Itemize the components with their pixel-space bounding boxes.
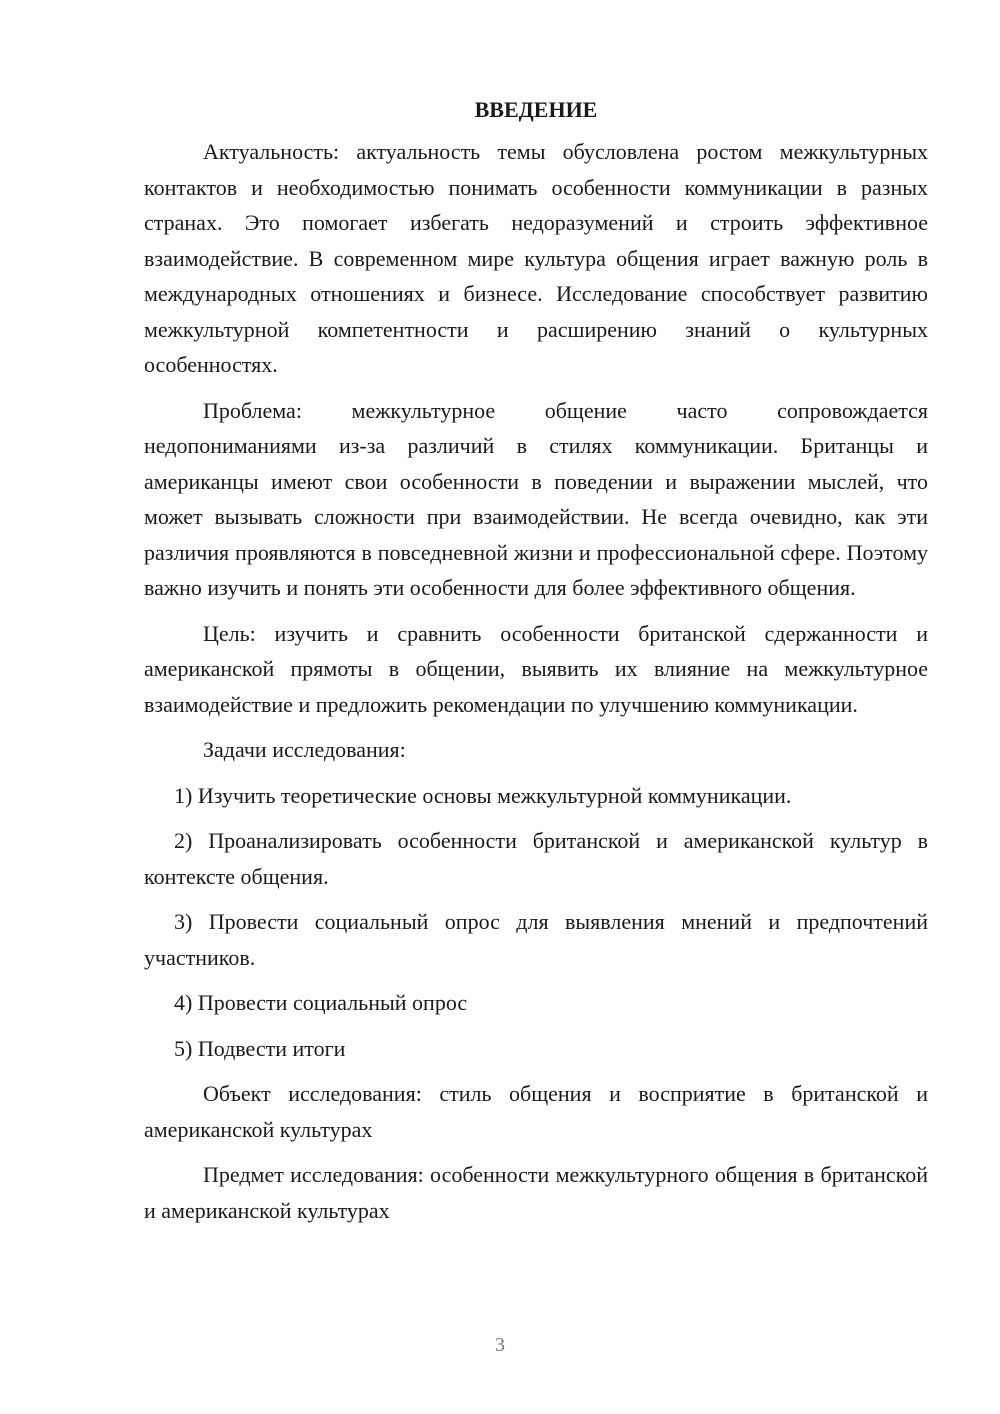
page-title: ВВЕДЕНИЕ: [474, 97, 598, 122]
task-item: 1) Изучить теоретические основы межкультурной коммуникации.: [174, 782, 792, 808]
page-number: 3: [495, 1334, 505, 1356]
tasks-heading: Задачи исследования:: [203, 737, 406, 762]
problem-paragraph: Проблема: межкультурное общение часто сопровождается недопониманиями из-за различий в стилях коммуникации. Британцы и американцы имеют свои особенности в поведении и выражении мыслей, что может вызывать сложности при взаимодействии. Не всегда очевидно, как эти различия проявляются в повседневной жизни и профессиональной сфере. Поэтому важно изучить и понять эти особенности для более эффективного общения.: [144, 397, 928, 600]
document-page: [144, 92, 928, 1238]
research-object-paragraph: Объект исследования: стиль общения и восприятие в британской и американской культурах: [144, 1081, 928, 1142]
task-item: 3) Провести социальный опрос для выявления мнений и предпочтений участников.: [144, 909, 928, 970]
relevance-paragraph: Актуальность: актуальность темы обусловлена ростом межкультурных контактов и необходимостью понимать особенности коммуникации в разных странах. Это помогает избегать недоразумений и строить эффективное взаимодействие. В современном мире культура общения играет важную роль в международных отношениях и бизнесе. Исследование способствует развитию межкультурной компетентности и расширению знаний о культурных особенностях.: [144, 139, 928, 377]
goal-paragraph: Цель: изучить и сравнить особенности британской сдержанности и американской прямоты в общении, выявить их влияние на межкультурное взаимодействие и предложить рекомендации по улучшению коммуникации.: [144, 620, 928, 717]
task-item: 5) Подвести итоги: [174, 1035, 346, 1061]
task-item: 2) Проанализировать особенности британской и американской культур в контексте общения.: [144, 828, 928, 889]
research-subject-paragraph: Предмет исследования: особенности межкультурного общения в британской и американской культурах: [144, 1162, 928, 1223]
task-item: 4) Провести социальный опрос: [174, 990, 468, 1015]
